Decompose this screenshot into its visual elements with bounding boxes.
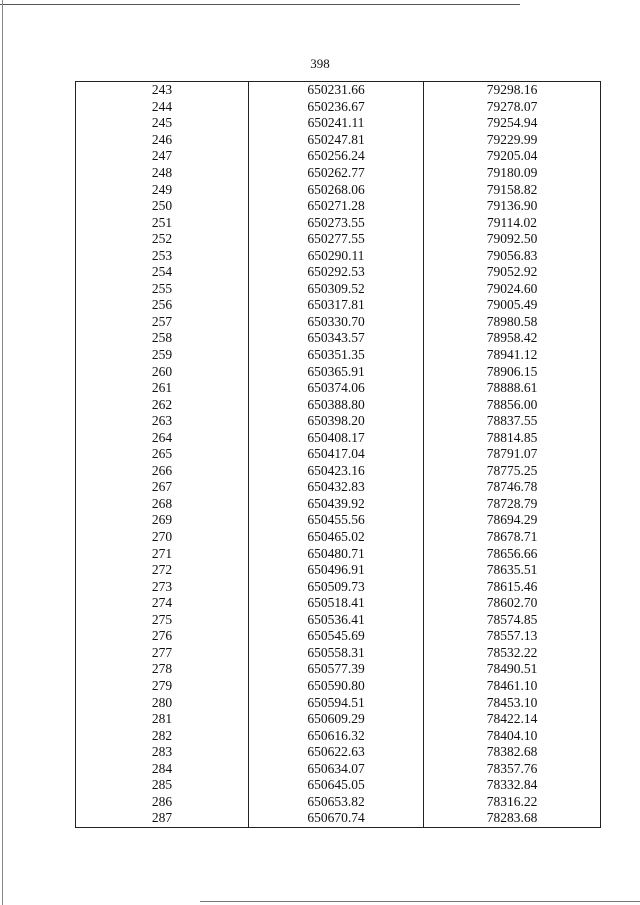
point-number-cell: 257 — [76, 314, 249, 331]
x-coordinate-cell: 650241.11 — [249, 115, 424, 132]
table-row — [76, 545, 601, 562]
y-coordinate-cell: 78814.85 — [486, 429, 538, 445]
x-coordinate-cell: 650622.63 — [249, 744, 424, 761]
y-coordinate-cell: 79092.50 — [486, 231, 538, 247]
y-coordinate-cell: 78557.13 — [486, 628, 538, 644]
point-number-cell: 252 — [76, 231, 249, 248]
x-coordinate-cell: 650292.53 — [249, 264, 424, 281]
point-number-cell: 248 — [76, 165, 249, 182]
x-coordinate-cell: 650398.20 — [249, 413, 424, 430]
table-row — [76, 380, 601, 397]
x-coordinate-cell: 650432.83 — [249, 479, 424, 496]
point-number-cell: 271 — [76, 545, 249, 562]
table-row — [76, 645, 601, 662]
table-row — [76, 578, 601, 595]
table-row — [76, 132, 601, 149]
point-number-cell: 270 — [76, 529, 249, 546]
point-number-cell: 281 — [76, 711, 249, 728]
x-coordinate-cell: 650439.92 — [249, 496, 424, 513]
y-coordinate-cell: 79024.60 — [486, 280, 538, 296]
point-number-cell: 253 — [76, 247, 249, 264]
x-coordinate-cell: 650330.70 — [249, 314, 424, 331]
point-number-cell: 282 — [76, 727, 249, 744]
y-coordinate-cell: 78678.71 — [486, 529, 538, 545]
point-number-cell: 251 — [76, 214, 249, 231]
table-row — [76, 612, 601, 629]
point-number-cell: 275 — [76, 612, 249, 629]
y-coordinate-cell: 78316.22 — [486, 793, 538, 809]
table-row — [76, 661, 601, 678]
point-number-cell: 250 — [76, 198, 249, 215]
y-coordinate-cell: 79158.82 — [486, 181, 538, 197]
y-coordinate-cell: 78602.70 — [486, 595, 538, 611]
x-coordinate-cell: 650256.24 — [249, 148, 424, 165]
x-coordinate-cell: 650273.55 — [249, 214, 424, 231]
x-coordinate-cell: 650609.29 — [249, 711, 424, 728]
x-coordinate-cell: 650374.06 — [249, 380, 424, 397]
point-number-cell: 249 — [76, 181, 249, 198]
y-coordinate-cell: 78635.51 — [486, 562, 538, 578]
y-coordinate-cell: 78728.79 — [486, 495, 538, 511]
point-number-cell: 247 — [76, 148, 249, 165]
point-number-cell: 276 — [76, 628, 249, 645]
y-coordinate-cell: 78422.14 — [486, 711, 538, 727]
table-row — [76, 760, 601, 777]
y-coordinate-cell: 78532.22 — [486, 644, 538, 660]
table-row — [76, 562, 601, 579]
x-coordinate-cell: 650594.51 — [249, 694, 424, 711]
y-coordinate-cell: 78791.07 — [486, 446, 538, 462]
x-coordinate-cell: 650645.05 — [249, 777, 424, 794]
table-row — [76, 330, 601, 347]
y-coordinate-cell: 78574.85 — [486, 611, 538, 627]
y-coordinate-cell: 79056.83 — [486, 247, 538, 263]
point-number-cell: 277 — [76, 645, 249, 662]
point-number-cell: 280 — [76, 694, 249, 711]
table-row — [76, 363, 601, 380]
y-coordinate-cell: 79180.09 — [486, 165, 538, 180]
table-row — [76, 595, 601, 612]
x-coordinate-cell: 650247.81 — [249, 132, 424, 149]
y-coordinate-cell: 79205.04 — [486, 148, 538, 164]
point-number-cell: 243 — [76, 82, 249, 99]
point-number-cell: 258 — [76, 330, 249, 347]
table-row — [76, 148, 601, 165]
point-number-cell: 278 — [76, 661, 249, 678]
x-coordinate-cell: 650558.31 — [249, 645, 424, 662]
table-row — [76, 711, 601, 728]
y-coordinate-cell: 78906.15 — [486, 363, 538, 379]
table-row — [76, 810, 601, 827]
y-coordinate-cell: 78958.42 — [486, 330, 538, 346]
point-number-cell: 272 — [76, 562, 249, 579]
table-row — [76, 678, 601, 695]
x-coordinate-cell: 650616.32 — [249, 727, 424, 744]
point-number-cell: 267 — [76, 479, 249, 496]
y-coordinate-cell: 78856.00 — [486, 396, 538, 412]
table-row — [76, 694, 601, 711]
point-number-cell: 266 — [76, 463, 249, 480]
table-row — [76, 727, 601, 744]
x-coordinate-cell: 650509.73 — [249, 578, 424, 595]
y-coordinate-cell: 79298.16 — [486, 82, 538, 98]
table-row — [76, 82, 601, 99]
table-row — [76, 314, 601, 331]
point-number-cell: 255 — [76, 281, 249, 298]
table-row — [76, 165, 601, 182]
point-number-cell: 286 — [76, 794, 249, 811]
y-coordinate-cell: 78283.68 — [486, 810, 538, 826]
y-coordinate-cell: 78490.51 — [486, 661, 538, 677]
y-coordinate-cell: 78775.25 — [486, 462, 538, 478]
y-coordinate-cell: 78404.10 — [486, 727, 538, 743]
y-coordinate-cell: 78332.84 — [486, 777, 538, 793]
x-coordinate-cell: 650343.57 — [249, 330, 424, 347]
point-number-cell: 260 — [76, 363, 249, 380]
table-row — [76, 777, 601, 794]
y-coordinate-cell: 78746.78 — [486, 479, 538, 495]
y-coordinate-cell: 79114.02 — [486, 214, 538, 230]
point-number-cell: 261 — [76, 380, 249, 397]
coordinates-table — [75, 81, 601, 828]
point-number-cell: 279 — [76, 678, 249, 695]
y-coordinate-cell: 78461.10 — [486, 677, 538, 693]
y-coordinate-cell: 79005.49 — [486, 297, 538, 313]
point-number-cell: 263 — [76, 413, 249, 430]
x-coordinate-cell: 650236.67 — [249, 99, 424, 116]
y-coordinate-cell: 79254.94 — [486, 115, 538, 131]
table-row — [76, 496, 601, 513]
point-number-cell: 246 — [76, 132, 249, 149]
x-coordinate-cell: 650351.35 — [249, 347, 424, 364]
table-row — [76, 99, 601, 116]
x-coordinate-cell: 650455.56 — [249, 512, 424, 529]
table-row — [76, 628, 601, 645]
scan-edge-left — [2, 0, 3, 905]
x-coordinate-cell: 650653.82 — [249, 794, 424, 811]
x-coordinate-cell: 650423.16 — [249, 463, 424, 480]
x-coordinate-cell: 650496.91 — [249, 562, 424, 579]
point-number-cell: 285 — [76, 777, 249, 794]
x-coordinate-cell: 650277.55 — [249, 231, 424, 248]
y-coordinate-cell: 78837.55 — [486, 413, 538, 429]
x-coordinate-cell: 650262.77 — [249, 165, 424, 182]
y-coordinate-cell: 78888.61 — [486, 380, 538, 396]
x-coordinate-cell: 650408.17 — [249, 429, 424, 446]
page-number: 398 — [310, 56, 330, 71]
x-coordinate-cell: 650231.66 — [249, 82, 424, 99]
x-coordinate-cell: 650480.71 — [249, 545, 424, 562]
y-coordinate-cell: 78980.58 — [486, 313, 538, 329]
table-row — [76, 198, 601, 215]
point-number-cell: 262 — [76, 396, 249, 413]
scan-edge-bottom — [200, 901, 640, 902]
table-row — [76, 181, 601, 198]
table-row — [76, 115, 601, 132]
x-coordinate-cell: 650465.02 — [249, 529, 424, 546]
y-coordinate-cell: 78453.10 — [486, 694, 538, 710]
x-coordinate-cell: 650271.28 — [249, 198, 424, 215]
coordinates-table-body — [76, 82, 601, 828]
x-coordinate-cell: 650268.06 — [249, 181, 424, 198]
point-number-cell: 273 — [76, 578, 249, 595]
y-coordinate-cell: 78941.12 — [486, 347, 538, 363]
point-number-cell: 244 — [76, 99, 249, 116]
point-number-cell: 268 — [76, 496, 249, 513]
point-number-cell: 283 — [76, 744, 249, 761]
x-coordinate-cell: 650536.41 — [249, 612, 424, 629]
table-row — [76, 479, 601, 496]
table-row — [76, 396, 601, 413]
table-row — [76, 347, 601, 364]
x-coordinate-cell: 650290.11 — [249, 247, 424, 264]
x-coordinate-cell: 650590.80 — [249, 678, 424, 695]
table-row — [76, 529, 601, 546]
x-coordinate-cell: 650518.41 — [249, 595, 424, 612]
point-number-cell: 264 — [76, 429, 249, 446]
x-coordinate-cell: 650388.80 — [249, 396, 424, 413]
point-number-cell: 256 — [76, 297, 249, 314]
y-coordinate-cell: 78357.76 — [486, 760, 538, 776]
y-coordinate-cell: 79052.92 — [486, 264, 538, 280]
y-coordinate-cell: 78656.66 — [486, 545, 538, 561]
table-row — [76, 794, 601, 811]
point-number-cell: 287 — [76, 810, 249, 827]
table-row — [76, 281, 601, 298]
point-number-cell: 254 — [76, 264, 249, 281]
x-coordinate-cell: 650365.91 — [249, 363, 424, 380]
x-coordinate-cell: 650634.07 — [249, 760, 424, 777]
point-number-cell: 269 — [76, 512, 249, 529]
table-row — [76, 264, 601, 281]
table-row — [76, 446, 601, 463]
y-coordinate-cell: 78382.68 — [486, 744, 538, 760]
x-coordinate-cell: 650670.74 — [249, 810, 424, 827]
x-coordinate-cell: 650317.81 — [249, 297, 424, 314]
table-row — [76, 744, 601, 761]
table-row — [76, 413, 601, 430]
y-coordinate-cell: 79136.90 — [486, 198, 538, 214]
y-coordinate-cell: 78615.46 — [486, 578, 538, 594]
table-row — [76, 231, 601, 248]
table-row — [76, 463, 601, 480]
table-row — [76, 247, 601, 264]
table-row — [76, 297, 601, 314]
y-coordinate-cell: 79278.07 — [486, 98, 538, 114]
y-coordinate-cell: 78694.29 — [486, 512, 538, 528]
table-row — [76, 214, 601, 231]
point-number-cell: 259 — [76, 347, 249, 364]
scan-edge-top — [0, 4, 520, 5]
point-number-cell: 245 — [76, 115, 249, 132]
x-coordinate-cell: 650309.52 — [249, 281, 424, 298]
table-row — [76, 512, 601, 529]
table-row — [76, 429, 601, 446]
point-number-cell: 265 — [76, 446, 249, 463]
x-coordinate-cell: 650577.39 — [249, 661, 424, 678]
y-coordinate-cell: 79229.99 — [486, 131, 538, 147]
point-number-cell: 284 — [76, 760, 249, 777]
point-number-cell: 274 — [76, 595, 249, 612]
x-coordinate-cell: 650417.04 — [249, 446, 424, 463]
x-coordinate-cell: 650545.69 — [249, 628, 424, 645]
